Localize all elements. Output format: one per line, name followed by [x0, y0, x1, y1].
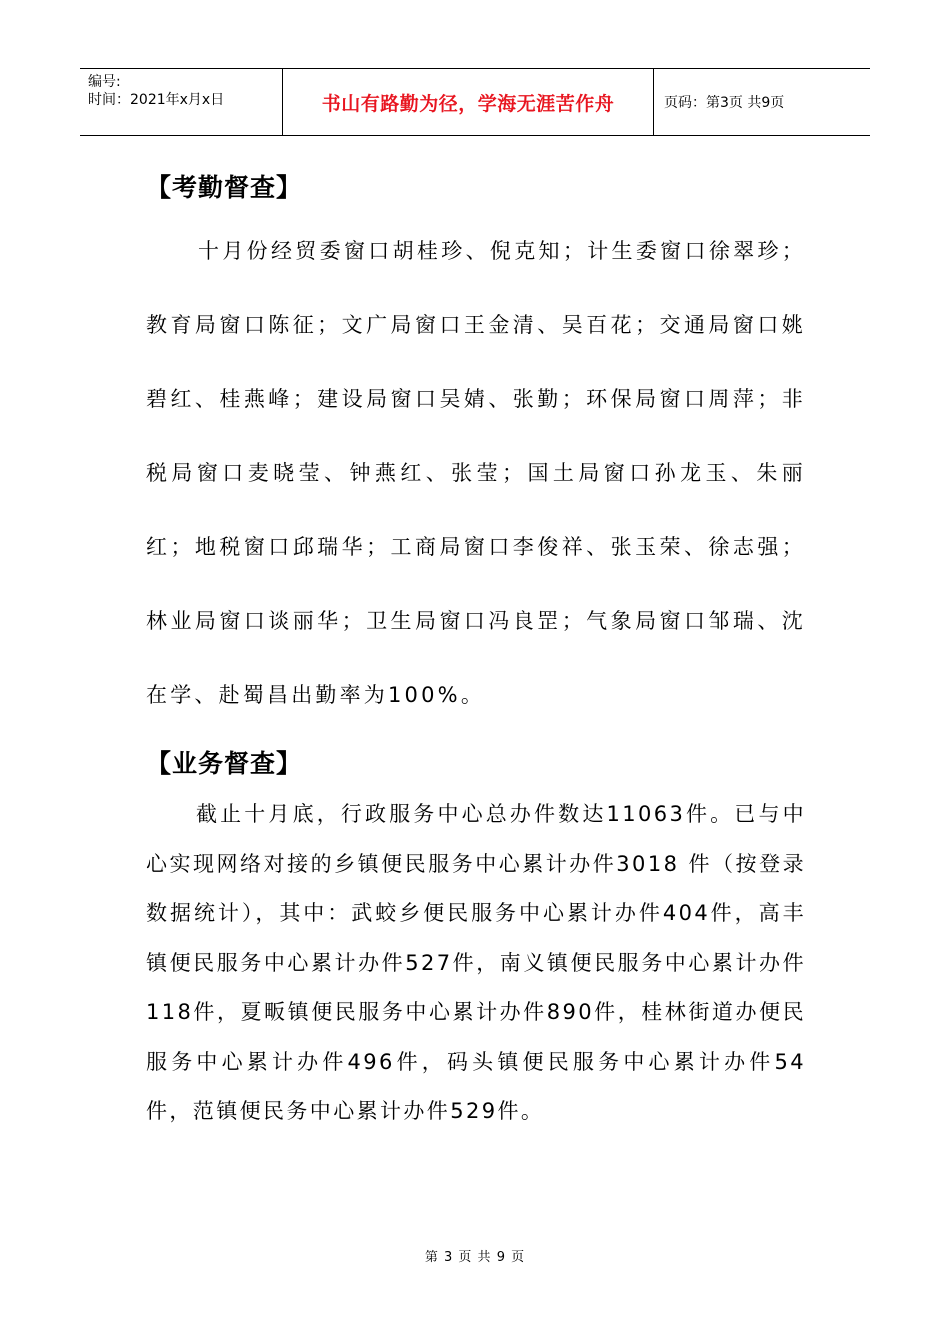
header-page-cell: [654, 69, 870, 135]
page-header: [80, 68, 870, 136]
header-meta: [80, 69, 282, 135]
header-motto-cell: [282, 69, 654, 135]
section-paragraph-attendance: 十月份经贸委窗口胡桂珍、倪克知；计生委窗口徐翠珍；教育局窗口陈征；文广局窗口王金清、吴百花；交通局窗口姚碧红、桂燕峰；建设局窗口吴婧、张勤；环保局窗口周萍；非税局窗口麦晓莹、钟燕红、张莹；国土局窗口孙龙玉、朱丽红；地税窗口邱瑞华；工商局窗口李俊祥、张玉荣、徐志强；林业局窗口谈丽华；卫生局窗口冯良罡；气象局窗口邹瑞、沈在学、赴蜀昌出勤率为100%。: [146, 239, 806, 707]
page-footer: 第 3 页 共 9 页: [424, 1250, 526, 1265]
section-paragraph-business: 截止十月底，行政服务中心总办件数达11063件。已与中心实现网络对接的乡镇便民服务中心累计办件3018 件（按登录数据统计），其中：武蛟乡便民服务中心累计办件404件，高丰镇便民服务中心累计办件527件，南义镇便民服务中心累计办件118件，夏畈镇便民服务中心累计办件890件，桂林街道办便民服务中心累计办件496件，码头镇便民服务中心累计办件54件，范镇便民务中心累计办件529件。: [146, 802, 806, 1123]
header-page-number: 页码：第3页 共9页: [664, 95, 785, 111]
header-motto: 书山有路勤为径，学海无涯苦作舟: [321, 92, 615, 115]
section-title-business: 【业务督查】: [146, 749, 303, 778]
document-date: 时间：2021年x月x日: [88, 92, 225, 108]
section-title-attendance: 【考勤督查】: [146, 173, 303, 202]
document-number: 编号:: [88, 74, 121, 90]
